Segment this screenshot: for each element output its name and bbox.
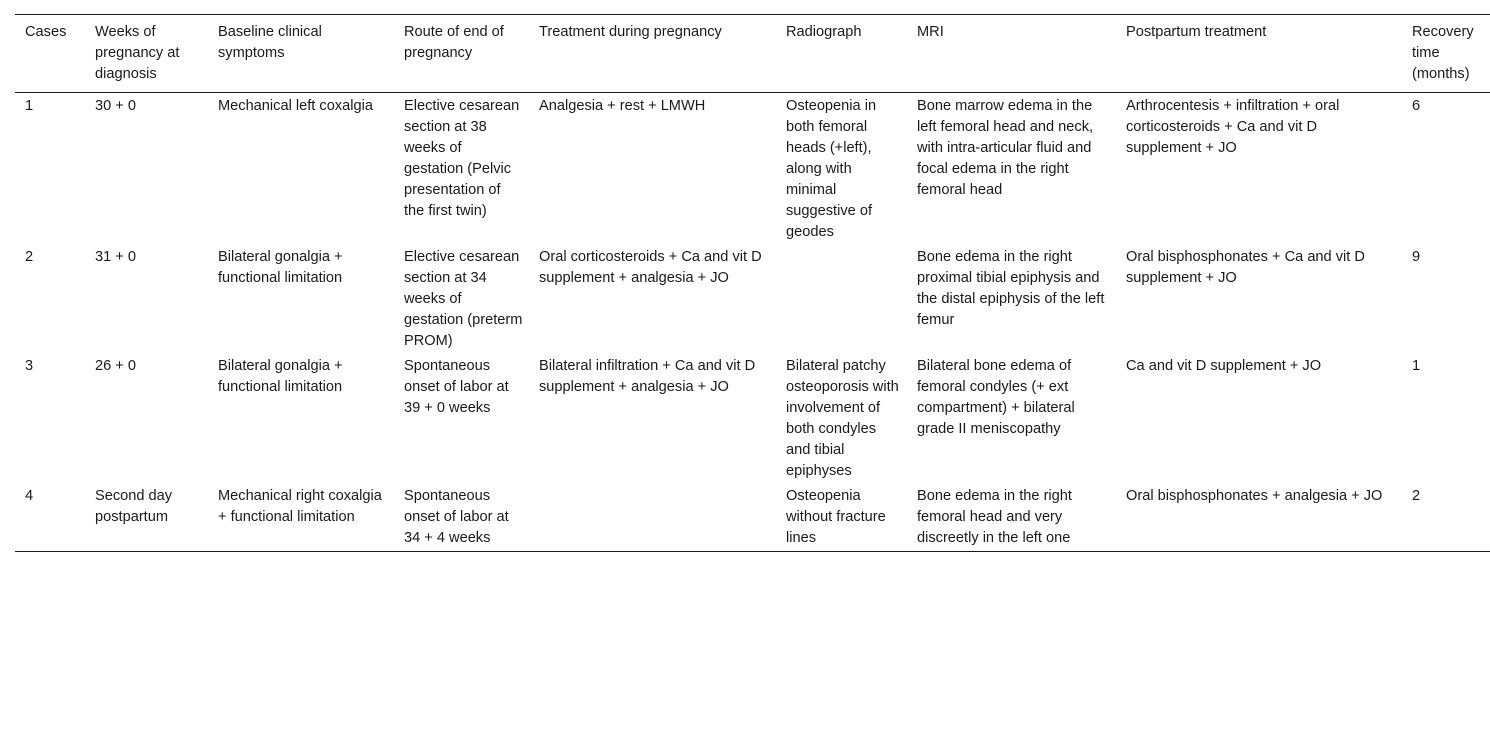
- cell-weeks: Second day postpartum: [95, 488, 173, 525]
- table-row: [15, 484, 1490, 552]
- cell-recovery: 9: [1412, 249, 1421, 265]
- cell-treatment: Bilateral infiltration + Ca and vit D supplement + analgesia + JO: [539, 358, 756, 395]
- header-weeks-at-diagnosis: Weeks of pregnancy at diagnosis: [95, 24, 180, 82]
- header-cases: Cases: [25, 24, 67, 40]
- cell-case: 4: [25, 488, 34, 504]
- cell-route: Elective cesarean section at 38 weeks of gestation (Pelvic presentation of the first twin): [404, 98, 520, 219]
- cell-mri: Bone edema in the right proximal tibial epiphysis and the distal epiphysis of the left femur: [917, 249, 1105, 328]
- cell-symptoms: Mechanical left coxalgia: [218, 98, 373, 114]
- cell-weeks: 26 + 0: [95, 358, 136, 374]
- cell-treatment: Oral corticosteroids + Ca and vit D supplement + analgesia + JO: [539, 249, 762, 286]
- cell-radiograph: [776, 245, 907, 354]
- table-row: [15, 245, 1490, 354]
- header-recovery-time: Recovery time (months): [1412, 24, 1474, 82]
- cell-route: Spontaneous onset of labor at 39 + 0 weeks: [404, 358, 509, 416]
- cell-route: Spontaneous onset of labor at 34 + 4 weeks: [404, 488, 509, 546]
- cell-recovery: 2: [1412, 488, 1421, 504]
- cell-case: 1: [25, 98, 34, 114]
- cell-recovery: 6: [1412, 98, 1421, 114]
- header-radiograph: Radiograph: [786, 24, 862, 40]
- table-row: [15, 354, 1490, 484]
- header-postpartum-treatment: Postpartum treatment: [1126, 24, 1267, 40]
- cell-postpartum: Ca and vit D supplement + JO: [1126, 358, 1322, 374]
- cell-symptoms: Bilateral gonalgia + functional limitation: [218, 358, 343, 395]
- cell-case: 2: [25, 249, 34, 265]
- header-route-end-pregnancy: Route of end of pregnancy: [404, 24, 504, 61]
- table-row: [15, 93, 1490, 246]
- cell-postpartum: Oral bisphosphonates + Ca and vit D supplement + JO: [1126, 249, 1365, 286]
- cell-route: Elective cesarean section at 34 weeks of gestation (preterm PROM): [404, 249, 523, 349]
- cell-symptoms: Mechanical right coxalgia + functional limitation: [218, 488, 382, 525]
- cell-radiograph: Osteopenia without fracture lines: [786, 488, 886, 546]
- header-treatment-pregnancy: Treatment during pregnancy: [539, 24, 722, 40]
- header-row: [15, 15, 1490, 93]
- cell-postpartum: Oral bisphosphonates + analgesia + JO: [1126, 488, 1383, 504]
- cell-mri: Bone edema in the right femoral head and very discreetly in the left one: [917, 488, 1072, 546]
- cell-mri: Bone marrow edema in the left femoral head and neck, with intra-articular fluid and focal edema in the right femoral head: [917, 98, 1094, 198]
- case-table-container: [15, 14, 1490, 552]
- header-mri: MRI: [917, 24, 944, 40]
- header-baseline-symptoms: Baseline clinical symptoms: [218, 24, 322, 61]
- cell-postpartum: Arthrocentesis + infiltration + oral corticosteroids + Ca and vit D supplement + JO: [1126, 98, 1340, 156]
- cell-weeks: 30 + 0: [95, 98, 136, 114]
- cell-treatment: Analgesia + rest + LMWH: [539, 98, 706, 114]
- cell-case: 3: [25, 358, 34, 374]
- cell-recovery: 1: [1412, 358, 1421, 374]
- cell-symptoms: Bilateral gonalgia + functional limitation: [218, 249, 343, 286]
- cell-treatment: [529, 484, 776, 552]
- cell-weeks: 31 + 0: [95, 249, 136, 265]
- case-table: [15, 14, 1490, 552]
- cell-radiograph: Osteopenia in both femoral heads (+left), along with minimal suggestive of geodes: [786, 98, 877, 240]
- cell-mri: Bilateral bone edema of femoral condyles (+ ext compartment) + bilateral grade II meniscopathy: [917, 358, 1075, 437]
- cell-radiograph: Bilateral patchy osteoporosis with involvement of both condyles and tibial epiphyses: [786, 358, 899, 479]
